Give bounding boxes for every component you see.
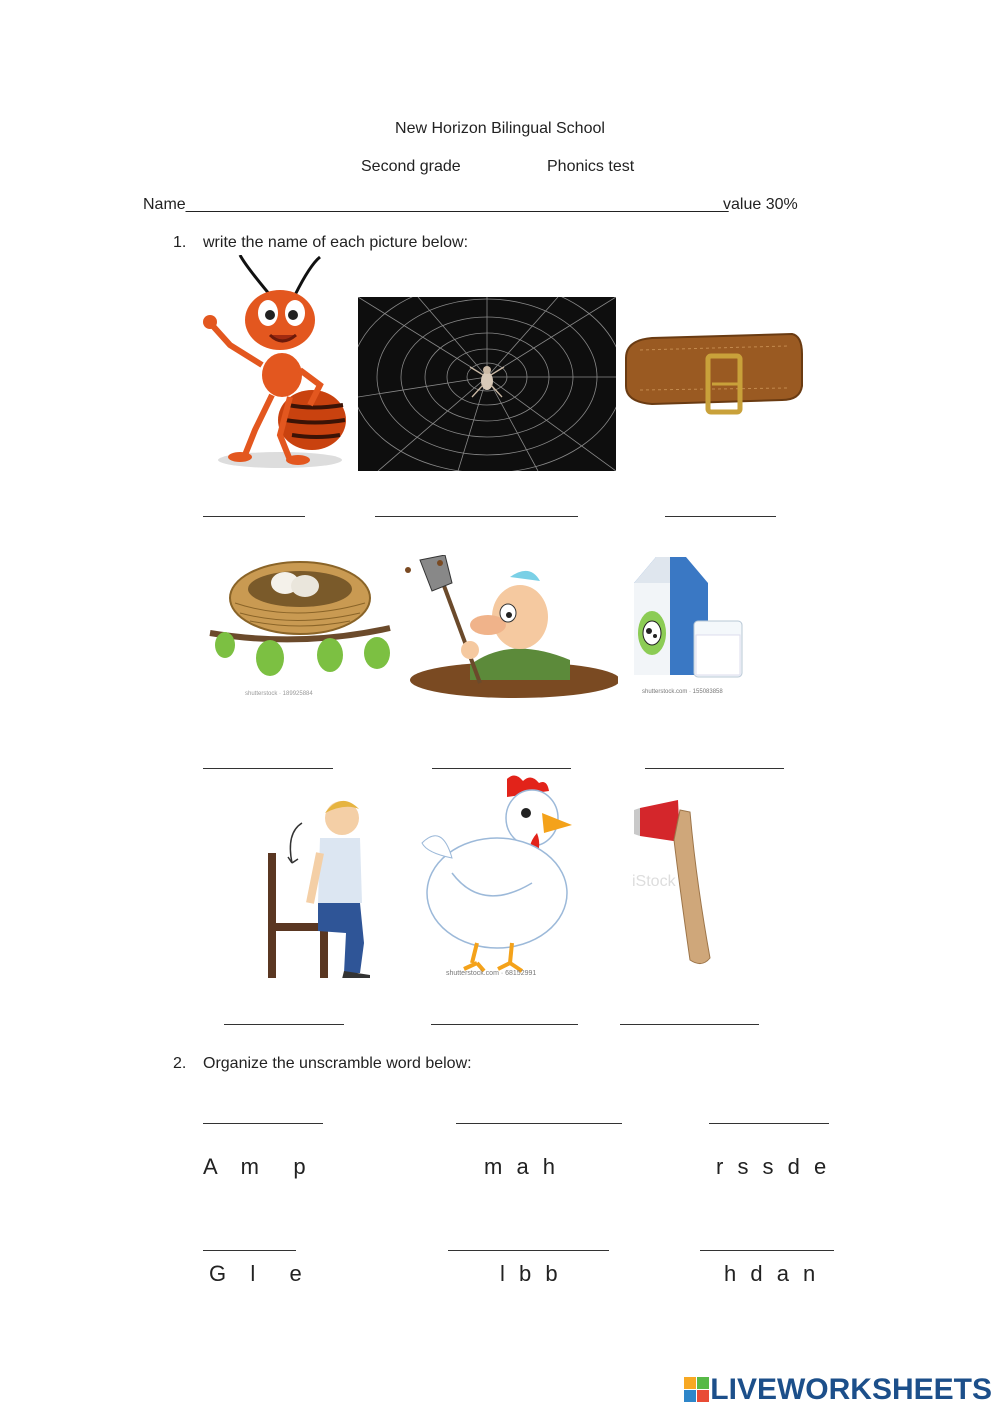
axe-icon	[630, 800, 740, 970]
nest-icon	[205, 553, 395, 698]
scrambled-word-1: A m p	[203, 1154, 310, 1179]
belt-icon	[622, 328, 804, 416]
answer-line-8[interactable]	[431, 1024, 578, 1025]
spider-web-icon	[358, 297, 616, 471]
answer-line-1[interactable]	[203, 516, 305, 517]
name-line[interactable]: _____________________________________________________________	[185, 196, 729, 213]
name-row	[143, 196, 729, 214]
school-name: New Horizon Bilingual School	[395, 120, 605, 137]
liveworksheets-badge-icon	[684, 1377, 710, 1403]
question-1-number: 1.	[173, 234, 187, 251]
unscramble-line-6[interactable]	[700, 1250, 834, 1251]
milk-icon	[628, 553, 748, 698]
scrambled-word-2: m a h	[484, 1154, 560, 1179]
scrambled-word-4: G l e	[209, 1261, 306, 1286]
answer-line-7[interactable]	[224, 1024, 344, 1025]
scrambled-word-6: h d a n	[724, 1261, 820, 1286]
answer-line-6[interactable]	[645, 768, 784, 769]
answer-line-4[interactable]	[203, 768, 333, 769]
liveworksheets-brand: LIVEWORKSHEETS	[710, 1373, 992, 1406]
unscramble-line-3[interactable]	[709, 1123, 829, 1124]
question-2-number: 2.	[173, 1055, 187, 1072]
axe-watermark: iStock	[632, 873, 676, 890]
answer-line-3[interactable]	[665, 516, 776, 517]
question-2-text: Organize the unscramble word below:	[203, 1055, 472, 1072]
question-1-text: write the name of each picture below:	[203, 234, 469, 251]
nest-watermark: shutterstock · 189925884	[245, 691, 313, 697]
answer-line-9[interactable]	[620, 1024, 759, 1025]
value-label: value 30%	[723, 196, 798, 213]
unscramble-line-2[interactable]	[456, 1123, 622, 1124]
name-label: Name	[143, 196, 186, 213]
milk-watermark: shutterstock.com · 155083858	[642, 689, 723, 695]
unscramble-line-4[interactable]	[203, 1250, 296, 1251]
answer-line-2[interactable]	[375, 516, 578, 517]
liveworksheets-logo[interactable]	[684, 1373, 992, 1407]
digging-man-icon	[400, 555, 618, 700]
scrambled-word-3: r s s d e	[716, 1154, 831, 1179]
answer-line-5[interactable]	[432, 768, 571, 769]
test-title: Phonics test	[547, 158, 635, 175]
unscramble-line-5[interactable]	[448, 1250, 609, 1251]
unscramble-line-1[interactable]	[203, 1123, 323, 1124]
sitting-boy-icon	[262, 793, 387, 978]
hen-icon	[412, 773, 582, 978]
ant-icon	[200, 255, 360, 470]
grade-label: Second grade	[361, 158, 461, 175]
hen-watermark: shutterstock.com · 68152991	[446, 970, 537, 977]
scrambled-word-5: l b b	[500, 1261, 562, 1286]
